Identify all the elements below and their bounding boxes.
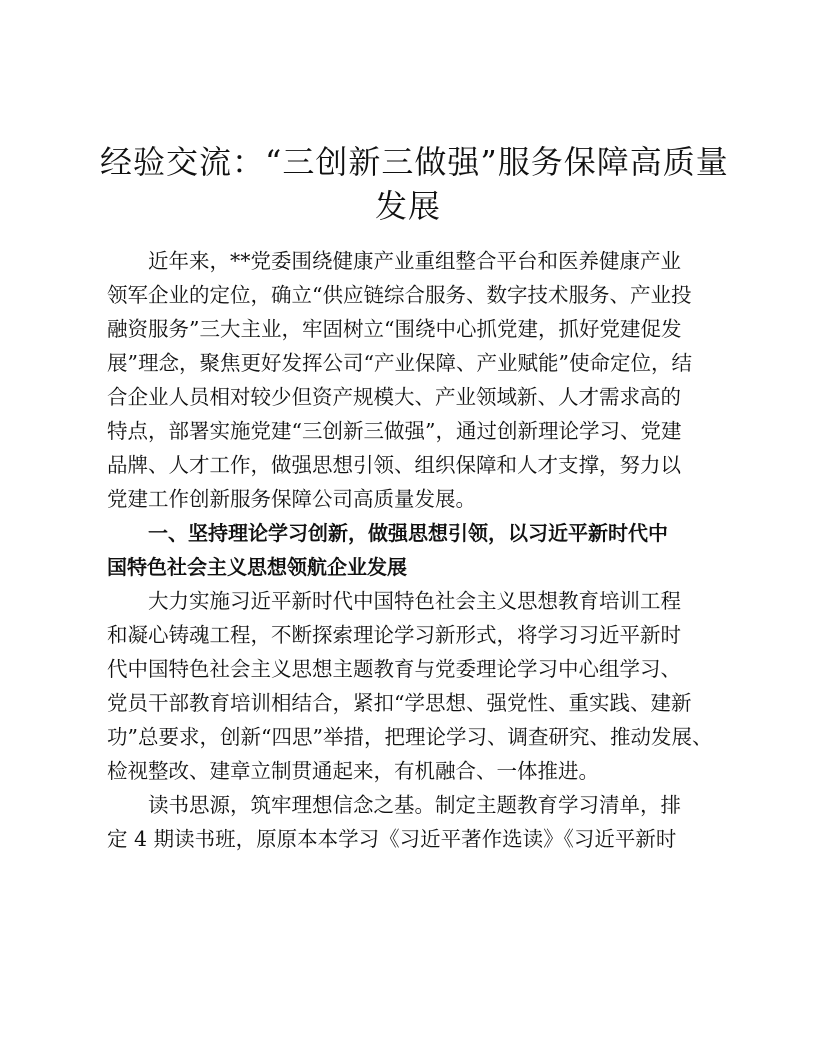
text-line: 展”理念，聚焦更好发挥公司“产业保障、产业赋能”使命定位，结 [107, 351, 692, 375]
section-1-paragraph [107, 584, 717, 788]
intro-paragraph [107, 244, 717, 516]
text-line: 代中国特色社会主义思想主题教育与党委理论学习中心组学习、 [107, 657, 681, 681]
text-line: 近年来，**党委围绕健康产业重组整合平台和医养健康产业 [148, 249, 681, 273]
text-line: 大力实施习近平新时代中国特色社会主义思想教育培训工程 [148, 589, 681, 613]
text-line: 定 4 期读书班，原原本本学习《习近平著作选读》《习近平新时 [107, 827, 677, 851]
title-line: 发展 [374, 187, 441, 225]
text-line: 领军企业的定位，确立“供应链综合服务、数字技术服务、产业投 [107, 283, 692, 307]
heading-line: 国特色社会主义思想领航企业发展 [107, 555, 407, 579]
text-line: 党员干部教育培训相结合，紧扣“学思想、强党性、重实践、建新 [107, 691, 692, 715]
text-line: 功”总要求，创新“四思”举措，把理论学习、调查研究、推动发展、 [107, 725, 713, 749]
text-line: 党建工作创新服务保障公司高质量发展。 [107, 487, 476, 511]
heading-line: 一、坚持理论学习创新，做强思想引领，以习近平新时代中 [148, 521, 668, 545]
text-line: 特点，部署实施党建“三创新三做强”，通过创新理论学习、党建 [107, 419, 682, 443]
text-line: 品牌、人才工作，做强思想引领、组织保障和人才支撑，努力以 [107, 453, 681, 477]
text-line: 融资服务”三大主业，牢固树立“围绕中心抓党建，抓好党建促发 [107, 317, 682, 341]
reading-paragraph [107, 788, 717, 856]
text-line: 检视整改、建章立制贯通起来，有机融合、一体推进。 [107, 759, 599, 783]
text-line: 和凝心铸魂工程，不断探索理论学习新形式，将学习习近平新时 [107, 623, 681, 647]
document-title [100, 140, 729, 228]
text-line: 合企业人员相对较少但资产规模大、产业领域新、人才需求高的 [107, 385, 681, 409]
document-body [107, 244, 717, 856]
section-heading-1 [107, 516, 717, 584]
text-line: 读书思源，筑牢理想信念之基。制定主题教育学习清单，排 [148, 793, 681, 817]
title-line: 经验交流：“三创新三做强”服务保障高质量 [100, 143, 729, 181]
